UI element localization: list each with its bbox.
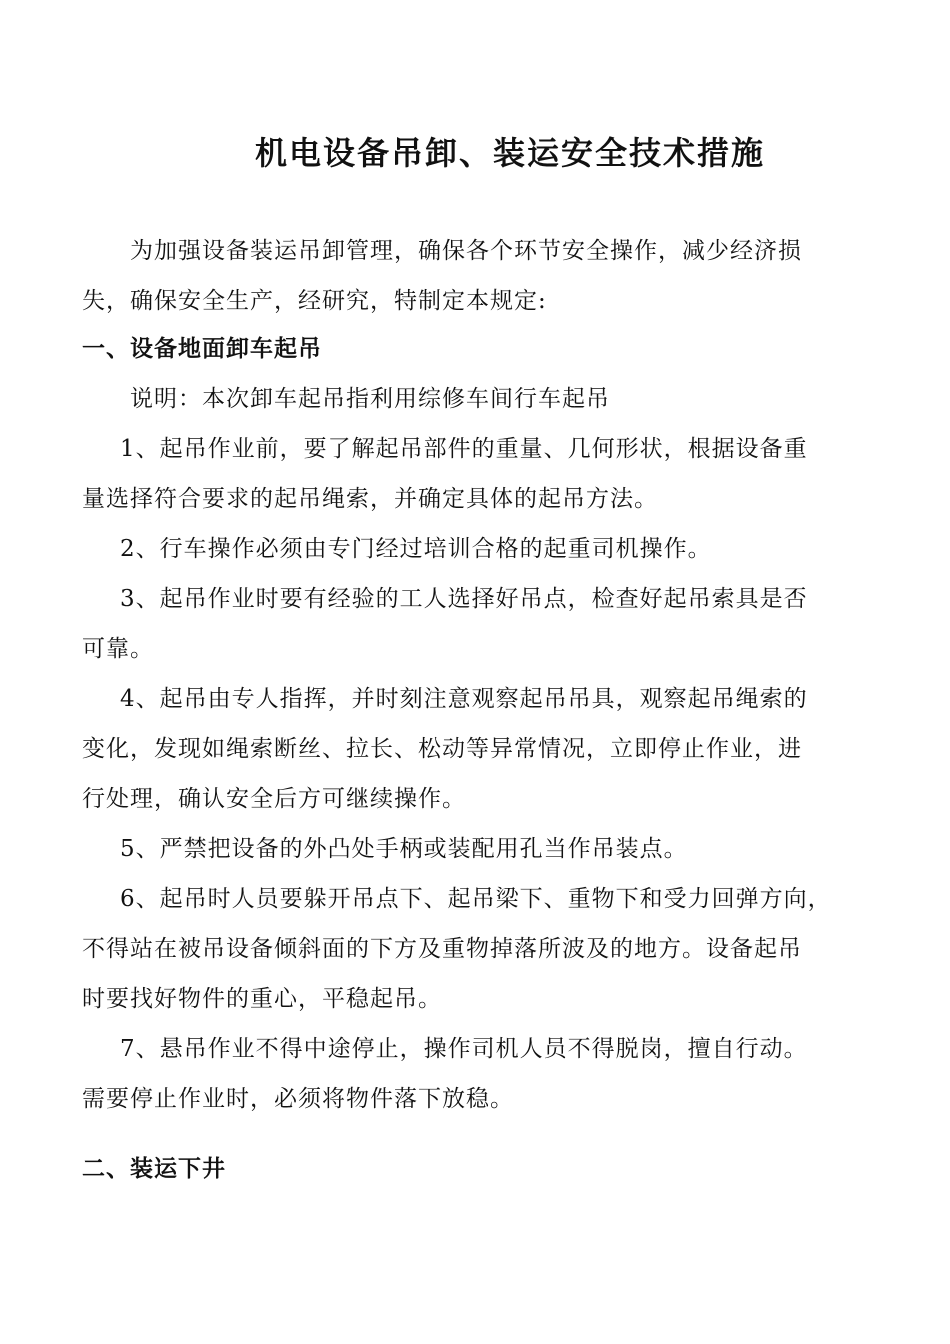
item-6-line-2: 不得站在被吊设备倾斜面的下方及重物掉落所波及的地方。设备起吊 (82, 936, 802, 962)
item-3-line-2: 可靠。 (82, 636, 154, 662)
document-title: 机电设备吊卸、装运安全技术措施 (254, 134, 765, 172)
item-6-line-1: 6、起吊时人员要躲开吊点下、起吊梁下、重物下和受力回弹方向， (120, 886, 832, 912)
item-1-line-1: 1、起吊作业前，要了解起吊部件的重量、几何形状，根据设备重 (120, 436, 808, 462)
item-4-line-1: 4、起吊由专人指挥，并时刻注意观察起吊吊具，观察起吊绳索的 (120, 686, 808, 712)
item-6-line-3: 时要找好物件的重心，平稳起吊。 (82, 986, 442, 1012)
intro-line-1: 为加强设备装运吊卸管理，确保各个环节安全操作，减少经济损 (130, 238, 802, 264)
item-2-line-1: 2、行车操作必须由专门经过培训合格的起重司机操作。 (120, 536, 712, 562)
item-7-line-1: 7、悬吊作业不得中途停止，操作司机人员不得脱岗，擅自行动。 (120, 1036, 808, 1062)
item-7-line-2: 需要停止作业时，必须将物件落下放稳。 (82, 1086, 514, 1112)
section1-item-4 (82, 674, 882, 824)
section1-note (82, 374, 882, 424)
section1-item-3 (82, 574, 882, 674)
note-line: 说明：本次卸车起吊指利用综修车间行车起吊 (130, 386, 610, 412)
item-1-line-2: 量选择符合要求的起吊绳索，并确定具体的起吊方法。 (82, 486, 658, 512)
section1-item-7 (82, 1024, 882, 1124)
intro-paragraph (82, 226, 882, 326)
section1-item-2 (82, 524, 882, 574)
section1-item-6 (82, 874, 882, 1024)
item-4-line-2: 变化，发现如绳索断丝、拉长、松动等异常情况，立即停止作业，进 (82, 736, 802, 762)
intro-line-2: 失，确保安全生产，经研究，特制定本规定: (82, 288, 547, 314)
section1-item-5 (82, 824, 882, 874)
section1-item-1 (82, 424, 882, 524)
item-4-line-3: 行处理，确认安全后方可继续操作。 (82, 786, 466, 812)
section2-heading: 二、装运下井 (82, 1156, 226, 1182)
item-5-line-1: 5、严禁把设备的外凸处手柄或装配用孔当作吊装点。 (120, 836, 688, 862)
section1-heading: 一、设备地面卸车起吊 (82, 336, 322, 362)
item-3-line-1: 3、起吊作业时要有经验的工人选择好吊点，检查好起吊索具是否 (120, 586, 808, 612)
